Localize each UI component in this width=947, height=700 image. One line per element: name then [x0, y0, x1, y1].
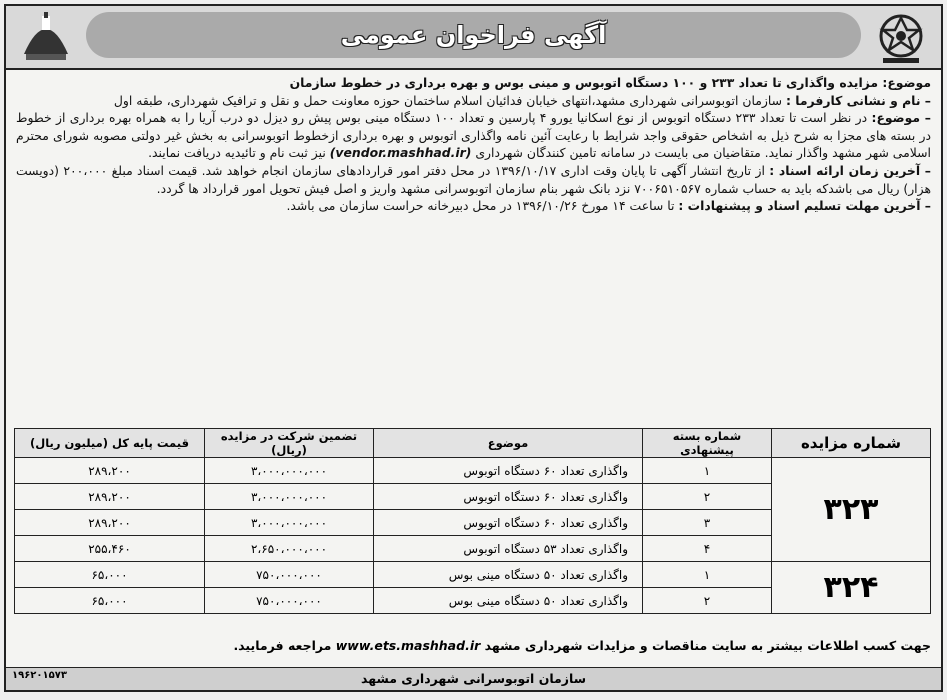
auction-number: ۳۲۴ — [772, 562, 931, 614]
guarantee-cell: ۷۵۰،۰۰۰،۰۰۰ — [205, 562, 374, 588]
subject-tail: نیز ثبت نام و تائیدیه دریافت نمایند. — [148, 145, 330, 161]
subject-label: – موضوع: — [871, 110, 931, 126]
package-cell: ۴ — [643, 536, 772, 562]
guarantee-cell: ۲،۶۵۰،۰۰۰،۰۰۰ — [205, 536, 374, 562]
intro-text: مزایده واگذاری تا تعداد ۲۳۳ و ۱۰۰ دستگاه اتوبوس و مینی بوس و بهره برداری در خطوط سازمان — [289, 75, 883, 90]
subject-paragraph — [16, 109, 931, 162]
guarantee-cell: ۷۵۰،۰۰۰،۰۰۰ — [205, 588, 374, 614]
intro-paragraph — [16, 74, 931, 92]
deadline-paragraph — [16, 197, 931, 215]
header-subject: موضوع — [374, 429, 643, 458]
intro-label: موضوع: — [882, 75, 931, 90]
base-price-cell: ۶۵،۰۰۰ — [15, 562, 205, 588]
bus-company-logo-icon — [14, 10, 78, 66]
notice-code: ۱۹۶۲۰۱۵۷۳ — [12, 670, 67, 681]
guarantee-cell: ۳،۰۰۰،۰۰۰،۰۰۰ — [205, 458, 374, 484]
subject-text: در نظر است تا تعداد ۲۳۳ دستگاه اتوبوس از نوع اسکانیا یورو ۴ پارسین و تعداد ۱۰۰ دستگاه مینی بوس پیش رو دیزل دو درب آریا را به همراه بهره برداری از خطوط در بسته های مجزا به شرح ذیل به اشخاص حقوقی واجد شرایط با رعایت آئین نامه واگذاری اتوبوس و بهره برداری ازخطوط اتوبوسرانی به بخش غیر دولتی مصوبه شورای محترم اسلامی شهر مشهد واگذار نماید. متقاضیان می بایست در سامانه تامین کنندگان شهرداری — [16, 110, 931, 161]
table-row — [15, 562, 931, 588]
header-package: شماره بسته پیشنهادی — [643, 429, 772, 458]
base-price-cell: ۲۸۹،۲۰۰ — [15, 458, 205, 484]
subject-cell: واگذاری تعداد ۵۰ دستگاه مینی بوس — [374, 588, 643, 614]
notice-page — [4, 4, 943, 692]
ets-site-link[interactable]: www.ets.mashhad.ir — [335, 638, 481, 653]
subject-cell: واگذاری تعداد ۶۰ دستگاه اتوبوس — [374, 510, 643, 536]
employer-label: – نام و نشانی کارفرما : — [785, 92, 931, 108]
table-header-row — [15, 429, 931, 458]
org-footer — [6, 667, 941, 690]
guarantee-cell: ۳،۰۰۰،۰۰۰،۰۰۰ — [205, 510, 374, 536]
header-base-price: قیمت پایه کل (میلیون ریال) — [15, 429, 205, 458]
info-prefix: جهت کسب اطلاعات بیشتر به سایت مناقصات و مزایدات شهرداری مشهد — [480, 638, 931, 653]
subject-cell: واگذاری تعداد ۶۰ دستگاه اتوبوس — [374, 484, 643, 510]
deadline-text: تا ساعت ۱۴ مورخ ۱۳۹۶/۱۰/۲۶ در محل دبیرخانه حراست سازمان می باشد. — [286, 198, 679, 214]
subject-cell: واگذاری تعداد ۶۰ دستگاه اتوبوس — [374, 458, 643, 484]
employer-text: سازمان اتوبوسرانی شهرداری مشهد،انتهای خیابان فدائیان اسلام ساختمان حوزه معاونت حمل و نقل و ترافیک شهرداری، طبقه اول — [113, 92, 786, 108]
notice-body — [6, 70, 941, 215]
docs-label: – آخرین زمان ارائه اسناد : — [769, 162, 931, 178]
notice-title: آگهی فراخوان عمومی — [86, 12, 861, 58]
header-auction: شماره مزایده — [772, 429, 931, 458]
auction-number: ۳۲۳ — [772, 458, 931, 562]
notice-header — [6, 6, 941, 70]
table-row — [15, 458, 931, 484]
subject-cell: واگذاری تعداد ۵۰ دستگاه مینی بوس — [374, 562, 643, 588]
org-name: سازمان اتوبوسرانی شهرداری مشهد — [361, 671, 586, 686]
employer-paragraph — [16, 92, 931, 110]
package-cell: ۲ — [643, 484, 772, 510]
info-suffix: مراجعه فرمایید. — [233, 638, 336, 653]
deadline-label: – آخرین مهلت تسلیم اسناد و پیشنهادات : — [678, 198, 931, 214]
base-price-cell: ۲۸۹،۲۰۰ — [15, 510, 205, 536]
docs-text: از تاریخ انتشار آگهی تا پایان وقت اداری ۱۳۹۶/۱۰/۱۷ در محل دفتر امور قراردادهای سازمان انجام خواهد شد. قیمت اسناد مبلغ ۲۰۰،۰۰۰ (دویست هزار) ریال می باشدکه باید به حساب شماره ۷۰۰۶۵۱۰۵۶۷ نزد بانک شهر بنام سازمان اتوبوسرانی مشهد واریز و اصل فیش تحویل امور قرارداد ها گردد. — [16, 162, 931, 196]
subject-cell: واگذاری تعداد ۵۳ دستگاه اتوبوس — [374, 536, 643, 562]
info-line — [16, 638, 931, 653]
mashhad-municipality-logo-icon — [869, 10, 933, 66]
header-guarantee: تضمین شرکت در مزایده (ریال) — [205, 429, 374, 458]
package-cell: ۱ — [643, 562, 772, 588]
base-price-cell: ۲۵۵،۴۶۰ — [15, 536, 205, 562]
base-price-cell: ۶۵،۰۰۰ — [15, 588, 205, 614]
guarantee-cell: ۳،۰۰۰،۰۰۰،۰۰۰ — [205, 484, 374, 510]
auction-table — [14, 428, 931, 614]
package-cell: ۱ — [643, 458, 772, 484]
vendor-link[interactable]: (vendor.mashhad.ir) — [329, 145, 472, 161]
docs-paragraph — [16, 162, 931, 197]
package-cell: ۳ — [643, 510, 772, 536]
base-price-cell: ۲۸۹،۲۰۰ — [15, 484, 205, 510]
package-cell: ۲ — [643, 588, 772, 614]
